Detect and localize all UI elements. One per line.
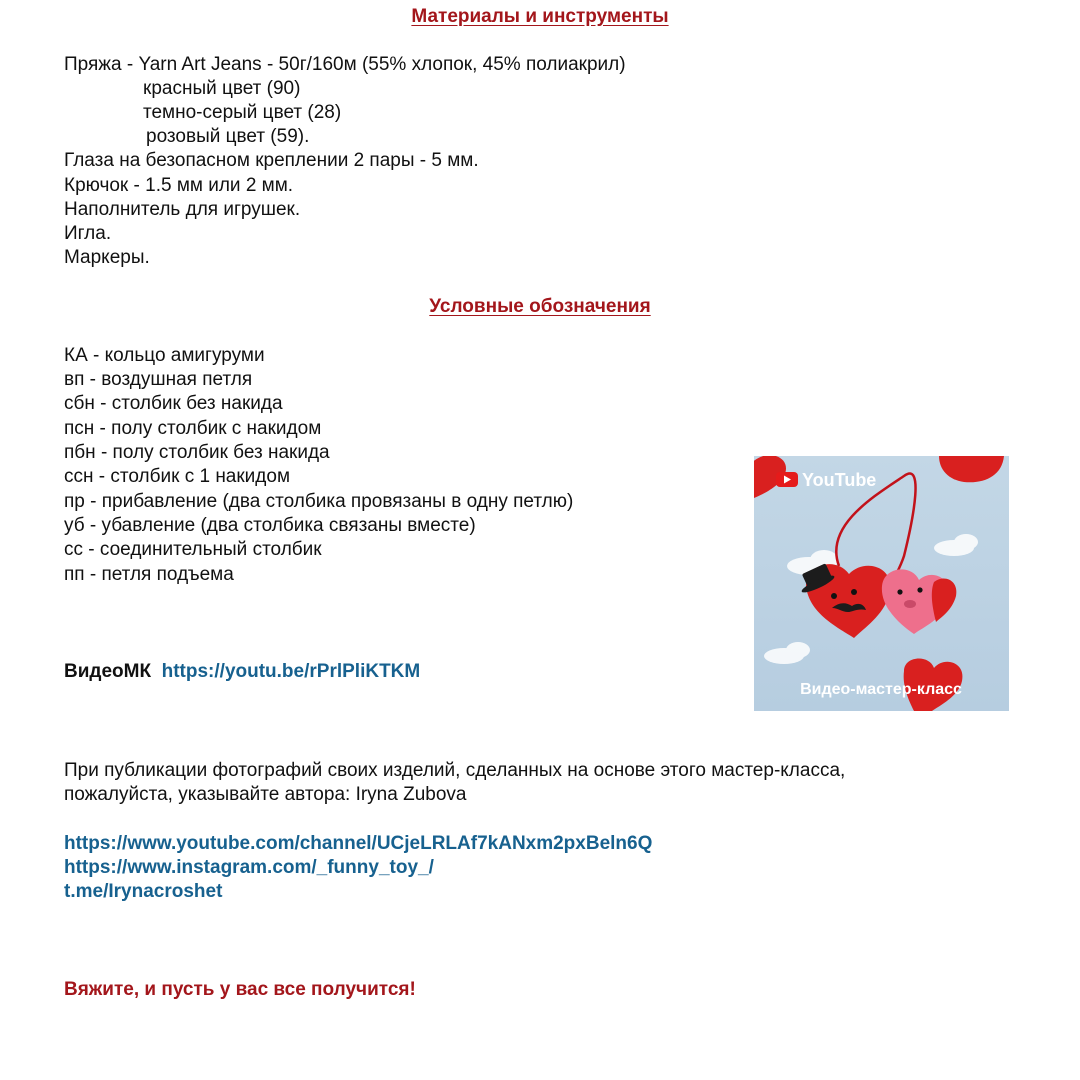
youtube-brand: YouTube — [802, 470, 877, 490]
video-thumbnail[interactable] — [754, 456, 1009, 711]
telegram-row — [64, 880, 222, 904]
color-pink-line: розовый цвет (59). — [146, 126, 310, 147]
youtube-channel-row — [64, 832, 652, 856]
instagram-link[interactable]: https://www.instagram.com/_funny_toy_/ — [64, 857, 434, 878]
video-row — [64, 660, 420, 684]
yarn-line: Пряжа - Yarn Art Jeans - 50г/160м (55% хлопок, 45% полиакрил) — [64, 54, 626, 75]
legend-item: сс - соединительный столбик — [64, 539, 322, 560]
notice-line-1: При публикации фотографий своих изделий, сделанных на основе этого мастер-класса, — [64, 760, 846, 781]
legend-item: пр - прибавление (два столбика провязаны в одну петлю) — [64, 491, 574, 512]
video-label: ВидеоМК — [64, 661, 152, 682]
legend-item: вп - воздушная петля — [64, 369, 253, 390]
legend-item: псн - полу столбик с накидом — [64, 418, 322, 439]
notice-line-2: пожалуйста, указывайте автора: Iryna Zubova — [64, 784, 467, 805]
video-link[interactable]: https://youtu.be/rPrlPliKTKM — [161, 661, 421, 682]
filler-line: Наполнитель для игрушек. — [64, 199, 301, 220]
video-thumbnail-image — [754, 456, 1009, 711]
telegram-link[interactable]: t.me/Irynacroshet — [64, 881, 223, 902]
eyes-line: Глаза на безопасном креплении 2 пары - 5 мм. — [64, 150, 479, 171]
instagram-row — [64, 856, 434, 880]
legend-heading: Условные обозначения — [429, 296, 651, 317]
color-gray-line: темно-серый цвет (28) — [143, 102, 342, 123]
youtube-channel-link[interactable]: https://www.youtube.com/channel/UCjeLRLAf7kANxm2pxBeln6Q — [64, 833, 653, 854]
color-red-line: красный цвет (90) — [143, 78, 301, 99]
youtube-logo-icon — [776, 472, 798, 487]
needle-line: Игла. — [64, 223, 112, 244]
legend-item: сбн - столбик без накида — [64, 393, 283, 414]
materials-heading: Материалы и инструменты — [411, 6, 669, 27]
legend-item: уб - убавление (два столбика связаны вместе) — [64, 515, 476, 536]
hook-line: Крючок - 1.5 мм или 2 мм. — [64, 175, 294, 196]
legend-item: КА - кольцо амигуруми — [64, 345, 265, 366]
closing-text: Вяжите, и пусть у вас все получится! — [64, 979, 416, 1000]
legend-item: ссн - столбик с 1 накидом — [64, 466, 291, 487]
legend-item: пп - петля подъема — [64, 564, 234, 585]
legend-item: пбн - полу столбик без накида — [64, 442, 330, 463]
video-caption: Видео-мастер-класс — [800, 681, 962, 698]
markers-line: Маркеры. — [64, 247, 150, 268]
